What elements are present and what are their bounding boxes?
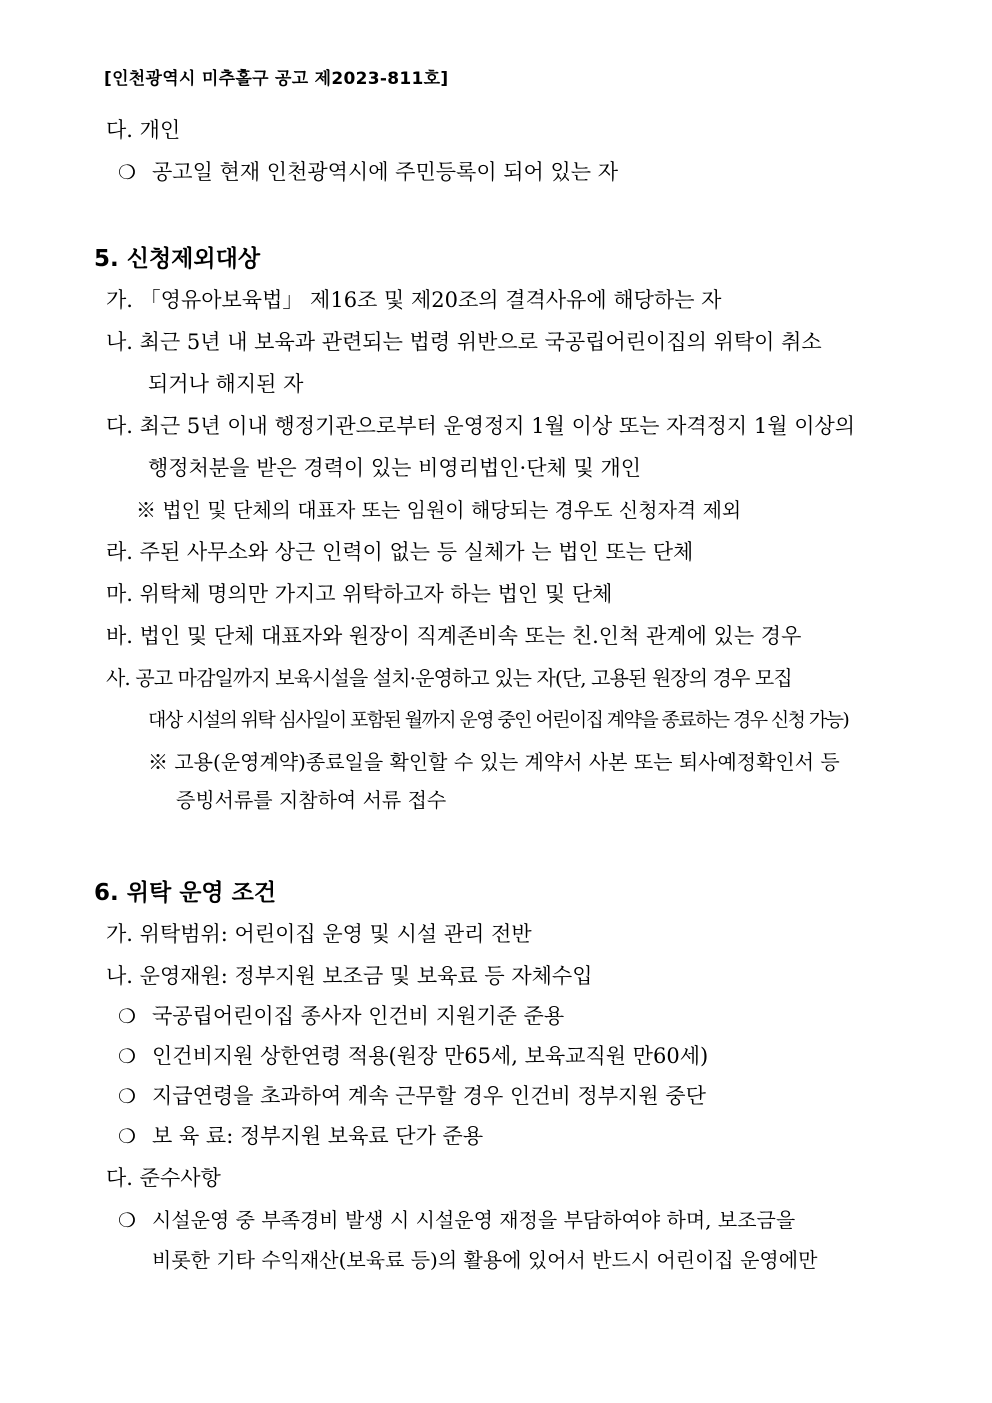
section6-bullet-3 <box>118 1082 706 1110</box>
bullet-icon: ❍ <box>118 1084 136 1108</box>
section6-item-ga <box>106 920 532 948</box>
section5-item-da <box>106 412 855 440</box>
item-marker: 나. <box>106 330 133 354</box>
item-text: 위탁체 명의만 가지고 위탁하고자 하는 법인 및 단체 <box>139 582 613 606</box>
section5-item-ra <box>106 538 693 566</box>
section6-bullet-4 <box>118 1122 483 1150</box>
announcement-header: [인천광역시 미추홀구 공고 제2023-811호] <box>104 69 449 89</box>
section5-note-sa <box>148 748 896 776</box>
bullet-text: 보 육 료: 정부지원 보육료 단가 준용 <box>152 1124 484 1148</box>
section5-item-da-cont: 행정처분을 받은 경력이 있는 비영리법인·단체 및 개인 <box>148 456 642 480</box>
item-text: 운영재원: 정부지원 보조금 및 보육료 등 자체수입 <box>139 964 593 988</box>
item-marker: 사. <box>106 666 130 690</box>
item-marker: 라. <box>106 540 133 564</box>
item-text: 공고 마감일까지 보육시설을 설치·운영하고 있는 자(단, 고용된 원장의 경우 모집 <box>135 666 792 690</box>
bullet-icon: ❍ <box>118 1208 136 1232</box>
section5-item-ga <box>106 286 721 314</box>
item-marker: 가. <box>106 288 133 312</box>
item-marker: 다. <box>106 1166 133 1190</box>
section5-item-ma <box>106 580 612 608</box>
note-text: ※ 고용(운영계약)종료일을 확인할 수 있는 계약서 사본 또는 퇴사예정확인서 등 <box>148 750 840 774</box>
section6-item-da <box>106 1164 221 1192</box>
section5-item-na-cont: 되거나 해지된 자 <box>148 372 304 396</box>
item-marker: 나. <box>106 964 133 988</box>
bullet-text: 공고일 현재 인천광역시에 주민등록이 되어 있는 자 <box>152 160 619 184</box>
item-marker: 마. <box>106 582 133 606</box>
bullet-text: 시설운영 중 부족경비 발생 시 시설운영 재정을 부담하여야 하며, 보조금을 <box>152 1208 796 1232</box>
item-text: 개인 <box>139 118 181 142</box>
item-text: 「영유아보육법」 제16조 및 제20조의 결격사유에 해당하는 자 <box>139 288 722 312</box>
bullet-text: 인건비지원 상한연령 적용(원장 만65세, 보육교직원 만60세) <box>152 1044 709 1068</box>
item-marker: 가. <box>106 922 133 946</box>
section5-note-da: ※ 법인 및 단체의 대표자 또는 임원이 해당되는 경우도 신청자격 제외 <box>136 498 742 522</box>
section5-note-sa-cont: 증빙서류를 지참하여 서류 접수 <box>176 788 447 812</box>
section6-bullet-1 <box>118 1002 564 1030</box>
bullet-icon: ❍ <box>118 1124 136 1148</box>
section6-bullet-2 <box>118 1042 708 1070</box>
item-text: 최근 5년 이내 행정기관으로부터 운영정지 1월 이상 또는 자격정지 1월 이상의 <box>139 414 856 438</box>
section5-item-na <box>106 328 822 356</box>
bullet-icon: ❍ <box>118 1044 136 1068</box>
section6-title: 6. 위탁 운영 조건 <box>94 880 277 906</box>
section5-title: 5. 신청제외대상 <box>94 246 261 272</box>
section4-item-da <box>106 116 180 144</box>
item-text: 주된 사무소와 상근 인력이 없는 등 실체가 는 법인 또는 단체 <box>139 540 694 564</box>
bullet-text: 지급연령을 초과하여 계속 근무할 경우 인건비 정부지원 중단 <box>152 1084 706 1108</box>
item-text: 준수사항 <box>139 1166 221 1190</box>
section5-item-sa-cont: 대상 시설의 위탁 심사일이 포함된 월까지 운영 중인 어린이집 계약을 종료하는 경우 신청 가능) <box>148 709 849 731</box>
section5-item-ba <box>106 622 801 650</box>
item-text: 법인 및 단체 대표자와 원장이 직계존비속 또는 친.인척 관계에 있는 경우 <box>139 624 802 648</box>
section4-bullet <box>118 158 618 186</box>
section6-item-na <box>106 962 593 990</box>
item-text: 위탁범위: 어린이집 운영 및 시설 관리 전반 <box>139 922 532 946</box>
section5-item-sa <box>106 664 792 692</box>
bullet-text: 국공립어린이집 종사자 인건비 지원기준 준용 <box>152 1004 565 1028</box>
item-text: 최근 5년 내 보육과 관련되는 법령 위반으로 국공립어린이집의 위탁이 취소 <box>139 330 822 354</box>
item-marker: 바. <box>106 624 133 648</box>
item-marker: 다. <box>106 118 133 142</box>
section6-bullet-da <box>118 1206 795 1234</box>
bullet-icon: ❍ <box>118 160 136 184</box>
item-marker: 다. <box>106 414 133 438</box>
bullet-icon: ❍ <box>118 1004 136 1028</box>
section6-bullet-da-cont: 비롯한 기타 수익재산(보육료 등)의 활용에 있어서 반드시 어린이집 운영에만 <box>152 1248 818 1272</box>
